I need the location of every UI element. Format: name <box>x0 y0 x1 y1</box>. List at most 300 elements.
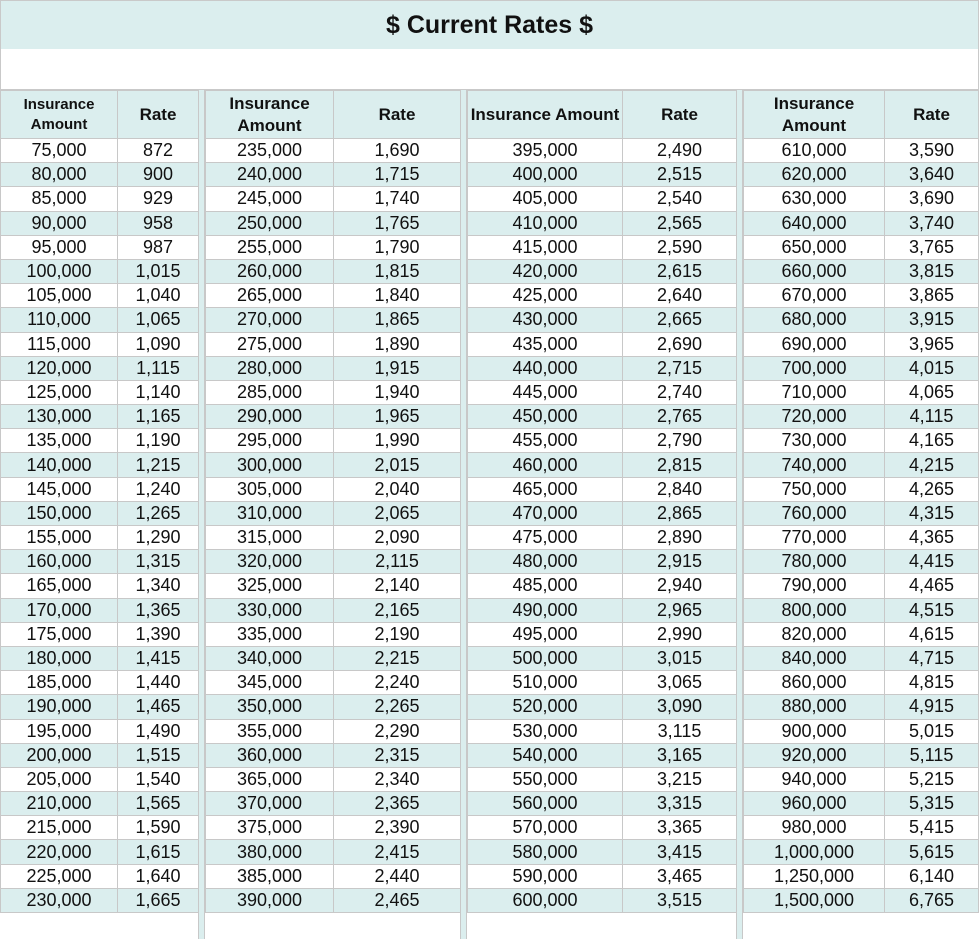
column-divider <box>198 90 205 939</box>
rate-cell: 1,015 <box>118 259 199 283</box>
rate-cell: 4,215 <box>885 453 979 477</box>
amount-cell: 185,000 <box>1 671 118 695</box>
table-row <box>744 864 979 888</box>
amount-cell: 660,000 <box>744 259 885 283</box>
amount-cell: 530,000 <box>468 719 623 743</box>
rate-cell: 3,815 <box>885 259 979 283</box>
amount-cell: 710,000 <box>744 380 885 404</box>
table-row <box>206 695 461 719</box>
table-row <box>468 477 737 501</box>
rate-cell: 3,965 <box>885 332 979 356</box>
rate-cell: 2,840 <box>623 477 737 501</box>
amount-cell: 375,000 <box>206 816 334 840</box>
rate-cell: 1,315 <box>118 550 199 574</box>
rate-cell: 1,640 <box>118 864 199 888</box>
table-row <box>468 719 737 743</box>
amount-cell: 840,000 <box>744 646 885 670</box>
table-row <box>468 526 737 550</box>
table-row <box>1 743 199 767</box>
rate-cell: 1,065 <box>118 308 199 332</box>
rate-cell: 1,440 <box>118 671 199 695</box>
amount-cell: 580,000 <box>468 840 623 864</box>
amount-cell: 235,000 <box>206 139 334 163</box>
amount-cell: 260,000 <box>206 259 334 283</box>
rate-cell: 2,990 <box>623 622 737 646</box>
amount-cell: 900,000 <box>744 719 885 743</box>
amount-cell: 240,000 <box>206 163 334 187</box>
rate-cell: 3,315 <box>623 792 737 816</box>
rate-cell: 929 <box>118 187 199 211</box>
amount-cell: 325,000 <box>206 574 334 598</box>
table-row <box>1 767 199 791</box>
table-row <box>468 259 737 283</box>
table-row <box>744 792 979 816</box>
amount-cell: 820,000 <box>744 622 885 646</box>
rate-cell: 2,590 <box>623 235 737 259</box>
amount-cell: 730,000 <box>744 429 885 453</box>
rate-cell: 2,890 <box>623 526 737 550</box>
amount-cell: 430,000 <box>468 308 623 332</box>
rate-cell: 2,515 <box>623 163 737 187</box>
table-row <box>206 792 461 816</box>
rate-cell: 1,740 <box>334 187 461 211</box>
table-row <box>744 453 979 477</box>
rate-table-2 <box>205 90 461 913</box>
table-row <box>206 550 461 574</box>
table-row <box>206 380 461 404</box>
rate-table <box>743 90 979 913</box>
table-row <box>744 622 979 646</box>
amount-cell: 85,000 <box>1 187 118 211</box>
amount-cell: 670,000 <box>744 284 885 308</box>
table-row <box>744 719 979 743</box>
amount-cell: 90,000 <box>1 211 118 235</box>
amount-cell: 445,000 <box>468 380 623 404</box>
table-row <box>744 671 979 695</box>
rate-cell: 5,415 <box>885 816 979 840</box>
rate-cell: 2,865 <box>623 501 737 525</box>
rate-cell: 987 <box>118 235 199 259</box>
table-row <box>744 550 979 574</box>
rate-table <box>467 90 737 913</box>
amount-cell: 760,000 <box>744 501 885 525</box>
rate-cell: 5,115 <box>885 743 979 767</box>
table-row <box>744 695 979 719</box>
rate-cell: 2,390 <box>334 816 461 840</box>
table-row <box>206 284 461 308</box>
amount-cell: 410,000 <box>468 211 623 235</box>
rate-header: Rate <box>885 91 979 139</box>
amount-cell: 480,000 <box>468 550 623 574</box>
table-row <box>206 840 461 864</box>
rate-header: Rate <box>623 91 737 139</box>
table-row <box>468 163 737 187</box>
table-row <box>468 646 737 670</box>
amount-cell: 920,000 <box>744 743 885 767</box>
rate-cell: 2,915 <box>623 550 737 574</box>
rate-cell: 1,890 <box>334 332 461 356</box>
amount-cell: 680,000 <box>744 308 885 332</box>
amount-cell: 365,000 <box>206 767 334 791</box>
rate-cell: 2,365 <box>334 792 461 816</box>
rate-cell: 2,665 <box>623 308 737 332</box>
rate-cell: 1,090 <box>118 332 199 356</box>
table-row <box>744 816 979 840</box>
rate-cell: 958 <box>118 211 199 235</box>
rate-cell: 2,240 <box>334 671 461 695</box>
rate-cell: 3,765 <box>885 235 979 259</box>
table-row <box>744 840 979 864</box>
table-row <box>468 453 737 477</box>
rate-cell: 2,815 <box>623 453 737 477</box>
rate-cell: 4,715 <box>885 646 979 670</box>
rate-cell: 1,940 <box>334 380 461 404</box>
amount-cell: 425,000 <box>468 284 623 308</box>
rate-cell: 4,065 <box>885 380 979 404</box>
table-row <box>206 259 461 283</box>
amount-cell: 740,000 <box>744 453 885 477</box>
amount-cell: 790,000 <box>744 574 885 598</box>
table-row <box>468 356 737 380</box>
amount-cell: 250,000 <box>206 211 334 235</box>
amount-cell: 205,000 <box>1 767 118 791</box>
table-row <box>1 356 199 380</box>
rate-cell: 1,765 <box>334 211 461 235</box>
rate-cell: 4,015 <box>885 356 979 380</box>
rate-cell: 1,415 <box>118 646 199 670</box>
table-row <box>744 767 979 791</box>
table-row <box>206 501 461 525</box>
rate-cell: 4,415 <box>885 550 979 574</box>
table-row <box>744 380 979 404</box>
rate-cell: 1,915 <box>334 356 461 380</box>
amount-cell: 175,000 <box>1 622 118 646</box>
table-row <box>468 308 737 332</box>
amount-cell: 335,000 <box>206 622 334 646</box>
amount-cell: 405,000 <box>468 187 623 211</box>
table-row <box>468 743 737 767</box>
rate-cell: 5,015 <box>885 719 979 743</box>
rate-cell: 1,590 <box>118 816 199 840</box>
rate-cell: 2,290 <box>334 719 461 743</box>
table-row <box>1 792 199 816</box>
table-row <box>206 453 461 477</box>
rate-cell: 2,490 <box>623 139 737 163</box>
table-row <box>468 211 737 235</box>
table-row <box>206 719 461 743</box>
amount-cell: 550,000 <box>468 767 623 791</box>
table-row <box>744 211 979 235</box>
amount-cell: 700,000 <box>744 356 885 380</box>
amount-cell: 150,000 <box>1 501 118 525</box>
rate-cell: 2,040 <box>334 477 461 501</box>
table-row <box>206 211 461 235</box>
column-divider <box>460 90 467 939</box>
table-row <box>1 550 199 574</box>
table-row <box>206 864 461 888</box>
rate-cell: 1,540 <box>118 767 199 791</box>
rate-cell: 4,615 <box>885 622 979 646</box>
rate-cell: 2,740 <box>623 380 737 404</box>
column-divider <box>736 90 743 939</box>
table-row <box>468 888 737 912</box>
rate-cell: 3,690 <box>885 187 979 211</box>
table-row <box>744 332 979 356</box>
amount-cell: 215,000 <box>1 816 118 840</box>
rate-cell: 4,115 <box>885 405 979 429</box>
amount-cell: 435,000 <box>468 332 623 356</box>
table-row <box>1 139 199 163</box>
table-row <box>1 888 199 912</box>
rate-cell: 4,515 <box>885 598 979 622</box>
table-row <box>744 235 979 259</box>
rate-cell: 1,265 <box>118 501 199 525</box>
rate-cell: 2,415 <box>334 840 461 864</box>
rate-cell: 4,365 <box>885 526 979 550</box>
rate-cell: 3,415 <box>623 840 737 864</box>
rate-cell: 1,490 <box>118 719 199 743</box>
amount-cell: 155,000 <box>1 526 118 550</box>
rate-cell: 1,865 <box>334 308 461 332</box>
table-row <box>468 284 737 308</box>
table-row <box>206 598 461 622</box>
amount-cell: 800,000 <box>744 598 885 622</box>
table-row <box>744 429 979 453</box>
amount-cell: 600,000 <box>468 888 623 912</box>
rate-cell: 2,090 <box>334 526 461 550</box>
table-row <box>1 429 199 453</box>
table-row <box>468 840 737 864</box>
table-row <box>1 671 199 695</box>
rate-cell: 2,190 <box>334 622 461 646</box>
amount-cell: 315,000 <box>206 526 334 550</box>
amount-cell: 115,000 <box>1 332 118 356</box>
rate-cell: 1,165 <box>118 405 199 429</box>
rate-cell: 1,140 <box>118 380 199 404</box>
amount-cell: 170,000 <box>1 598 118 622</box>
amount-cell: 165,000 <box>1 574 118 598</box>
amount-cell: 255,000 <box>206 235 334 259</box>
amount-cell: 220,000 <box>1 840 118 864</box>
rate-cell: 3,365 <box>623 816 737 840</box>
amount-cell: 500,000 <box>468 646 623 670</box>
rate-table-3 <box>467 90 737 913</box>
amount-cell: 385,000 <box>206 864 334 888</box>
rate-cell: 3,215 <box>623 767 737 791</box>
rate-cell: 4,315 <box>885 501 979 525</box>
amount-cell: 310,000 <box>206 501 334 525</box>
amount-cell: 960,000 <box>744 792 885 816</box>
table-row <box>206 332 461 356</box>
table-row <box>1 719 199 743</box>
rate-cell: 1,390 <box>118 622 199 646</box>
rate-cell: 1,665 <box>118 888 199 912</box>
table-row <box>744 526 979 550</box>
rate-cell: 2,715 <box>623 356 737 380</box>
table-row <box>206 767 461 791</box>
amount-cell: 475,000 <box>468 526 623 550</box>
table-row <box>206 405 461 429</box>
table-row <box>468 380 737 404</box>
amount-cell: 355,000 <box>206 719 334 743</box>
amount-cell: 295,000 <box>206 429 334 453</box>
amount-cell: 140,000 <box>1 453 118 477</box>
amount-cell: 210,000 <box>1 792 118 816</box>
table-row <box>744 259 979 283</box>
table-row <box>1 501 199 525</box>
table-row <box>744 477 979 501</box>
rate-cell: 2,765 <box>623 405 737 429</box>
amount-cell: 230,000 <box>1 888 118 912</box>
table-row <box>1 646 199 670</box>
amount-cell: 330,000 <box>206 598 334 622</box>
table-row <box>206 163 461 187</box>
table-row <box>468 550 737 574</box>
rate-cell: 2,265 <box>334 695 461 719</box>
table-row <box>206 816 461 840</box>
rate-cell: 3,015 <box>623 646 737 670</box>
blank-row <box>0 49 979 90</box>
amount-cell: 160,000 <box>1 550 118 574</box>
amount-cell: 320,000 <box>206 550 334 574</box>
amount-cell: 750,000 <box>744 477 885 501</box>
rate-cell: 1,290 <box>118 526 199 550</box>
rate-cell: 3,590 <box>885 139 979 163</box>
amount-cell: 520,000 <box>468 695 623 719</box>
table-row <box>468 187 737 211</box>
table-row <box>468 864 737 888</box>
amount-header: Insurance Amount <box>206 91 334 139</box>
table-row <box>468 767 737 791</box>
table-row <box>468 235 737 259</box>
rate-cell: 3,465 <box>623 864 737 888</box>
amount-cell: 350,000 <box>206 695 334 719</box>
table-row <box>468 574 737 598</box>
rate-cell: 1,215 <box>118 453 199 477</box>
table-row <box>1 308 199 332</box>
amount-cell: 640,000 <box>744 211 885 235</box>
rate-cell: 1,340 <box>118 574 199 598</box>
rate-cell: 5,215 <box>885 767 979 791</box>
rate-cell: 5,315 <box>885 792 979 816</box>
rate-cell: 3,915 <box>885 308 979 332</box>
amount-cell: 285,000 <box>206 380 334 404</box>
amount-cell: 470,000 <box>468 501 623 525</box>
rate-cell: 2,015 <box>334 453 461 477</box>
amount-cell: 540,000 <box>468 743 623 767</box>
amount-cell: 510,000 <box>468 671 623 695</box>
table-row <box>744 598 979 622</box>
rate-cell: 2,165 <box>334 598 461 622</box>
amount-cell: 465,000 <box>468 477 623 501</box>
table-row <box>1 163 199 187</box>
table-row <box>1 405 199 429</box>
amount-cell: 345,000 <box>206 671 334 695</box>
table-row <box>1 332 199 356</box>
table-row <box>206 429 461 453</box>
rate-cell: 3,165 <box>623 743 737 767</box>
table-row <box>206 743 461 767</box>
table-row <box>206 622 461 646</box>
amount-cell: 370,000 <box>206 792 334 816</box>
table-row <box>1 477 199 501</box>
amount-cell: 620,000 <box>744 163 885 187</box>
amount-cell: 305,000 <box>206 477 334 501</box>
rate-cell: 4,915 <box>885 695 979 719</box>
rate-cell: 3,115 <box>623 719 737 743</box>
table-row <box>744 405 979 429</box>
amount-cell: 145,000 <box>1 477 118 501</box>
rate-cell: 4,815 <box>885 671 979 695</box>
rate-cell: 1,515 <box>118 743 199 767</box>
amount-cell: 860,000 <box>744 671 885 695</box>
amount-cell: 560,000 <box>468 792 623 816</box>
rate-cell: 4,265 <box>885 477 979 501</box>
table-row <box>206 356 461 380</box>
table-row <box>206 477 461 501</box>
table-row <box>744 284 979 308</box>
amount-cell: 420,000 <box>468 259 623 283</box>
table-row <box>744 743 979 767</box>
amount-cell: 275,000 <box>206 332 334 356</box>
amount-cell: 265,000 <box>206 284 334 308</box>
amount-cell: 650,000 <box>744 235 885 259</box>
table-row <box>206 308 461 332</box>
rate-cell: 2,965 <box>623 598 737 622</box>
table-row <box>1 622 199 646</box>
rate-header: Rate <box>334 91 461 139</box>
amount-header: Insurance Amount <box>1 91 118 139</box>
table-row <box>1 864 199 888</box>
amount-cell: 610,000 <box>744 139 885 163</box>
amount-cell: 590,000 <box>468 864 623 888</box>
rate-cell: 1,840 <box>334 284 461 308</box>
rate-cell: 2,340 <box>334 767 461 791</box>
table-row <box>1 840 199 864</box>
rate-cell: 3,090 <box>623 695 737 719</box>
rate-cell: 1,040 <box>118 284 199 308</box>
amount-cell: 980,000 <box>744 816 885 840</box>
amount-cell: 130,000 <box>1 405 118 429</box>
table-row <box>206 646 461 670</box>
rate-cell: 2,640 <box>623 284 737 308</box>
rate-cell: 1,465 <box>118 695 199 719</box>
amount-cell: 340,000 <box>206 646 334 670</box>
amount-cell: 80,000 <box>1 163 118 187</box>
rate-cell: 1,815 <box>334 259 461 283</box>
rate-table-1 <box>0 90 199 913</box>
amount-header: Insurance Amount <box>744 91 885 139</box>
rate-cell: 4,165 <box>885 429 979 453</box>
amount-cell: 120,000 <box>1 356 118 380</box>
rate-cell: 2,465 <box>334 888 461 912</box>
table-row <box>206 671 461 695</box>
amount-cell: 195,000 <box>1 719 118 743</box>
rate-cell: 4,465 <box>885 574 979 598</box>
table-row <box>468 429 737 453</box>
table-row <box>744 501 979 525</box>
amount-cell: 770,000 <box>744 526 885 550</box>
table-row <box>1 598 199 622</box>
table-row <box>468 598 737 622</box>
amount-cell: 200,000 <box>1 743 118 767</box>
rate-cell: 1,115 <box>118 356 199 380</box>
rate-header: Rate <box>118 91 199 139</box>
table-row <box>1 695 199 719</box>
table-row <box>206 574 461 598</box>
amount-cell: 75,000 <box>1 139 118 163</box>
amount-cell: 880,000 <box>744 695 885 719</box>
